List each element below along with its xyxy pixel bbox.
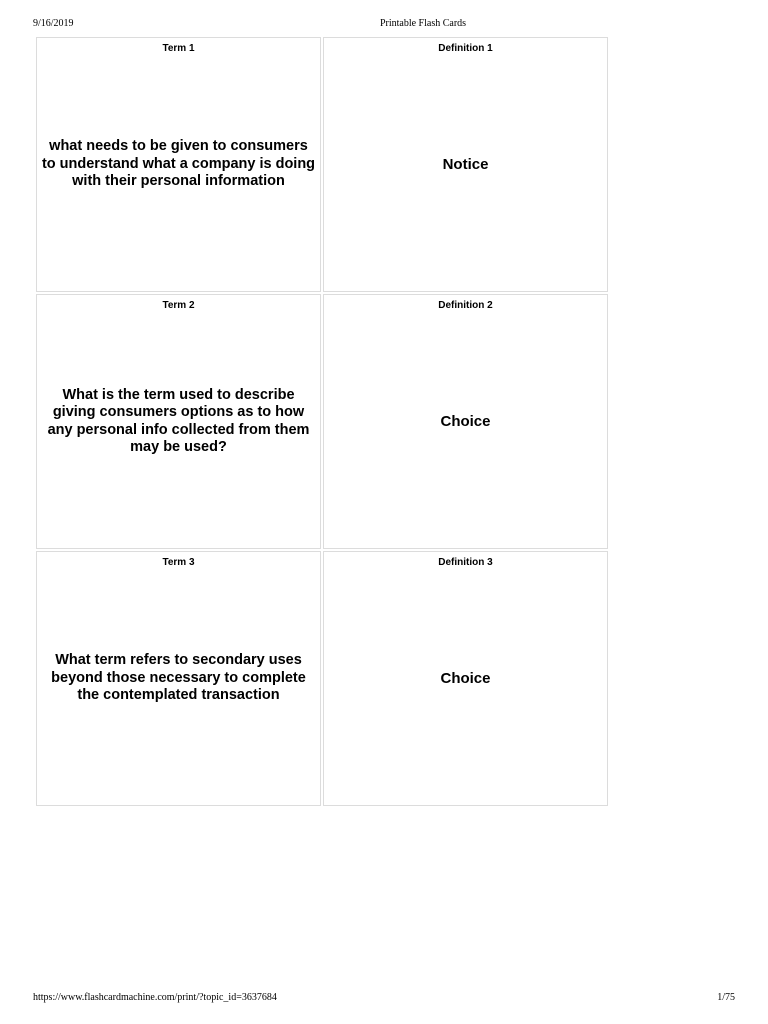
definition-text: Choice	[440, 412, 491, 430]
definition-text: Choice	[440, 669, 491, 687]
definition-card-2	[323, 294, 608, 549]
term-label: Term 2	[162, 300, 195, 311]
card-row-3	[36, 551, 608, 806]
card-row-2	[36, 294, 608, 549]
definition-card-3	[323, 551, 608, 806]
term-card-2	[36, 294, 321, 549]
source-url: https://www.flashcardmachine.com/print/?topic_id=3637684	[33, 992, 277, 1003]
print-date: 9/16/2019	[33, 18, 74, 29]
term-card-3	[36, 551, 321, 806]
term-text: What is the term used to describe giving consumers options as to how any personal info collected from them may be used?	[47, 386, 310, 455]
term-text: What term refers to secondary uses beyond those necessary to complete the contemplated transaction	[51, 652, 306, 704]
term-card-1	[36, 37, 321, 292]
card-row-1	[36, 37, 608, 292]
definition-label: Definition 2	[438, 300, 493, 311]
print-header	[0, 17, 768, 31]
flash-card-grid	[36, 37, 608, 808]
definition-label: Definition 1	[438, 43, 493, 54]
definition-label: Definition 3	[438, 557, 493, 568]
page-number: 1/75	[717, 992, 735, 1003]
print-title: Printable Flash Cards	[379, 18, 467, 29]
term-label: Term 1	[162, 43, 195, 54]
definition-card-1	[323, 37, 608, 292]
definition-text: Notice	[442, 155, 489, 173]
print-footer	[0, 991, 768, 1005]
term-text: what needs to be given to consumers to understand what a company is doing with their personal information	[41, 138, 316, 190]
term-label: Term 3	[162, 557, 195, 568]
